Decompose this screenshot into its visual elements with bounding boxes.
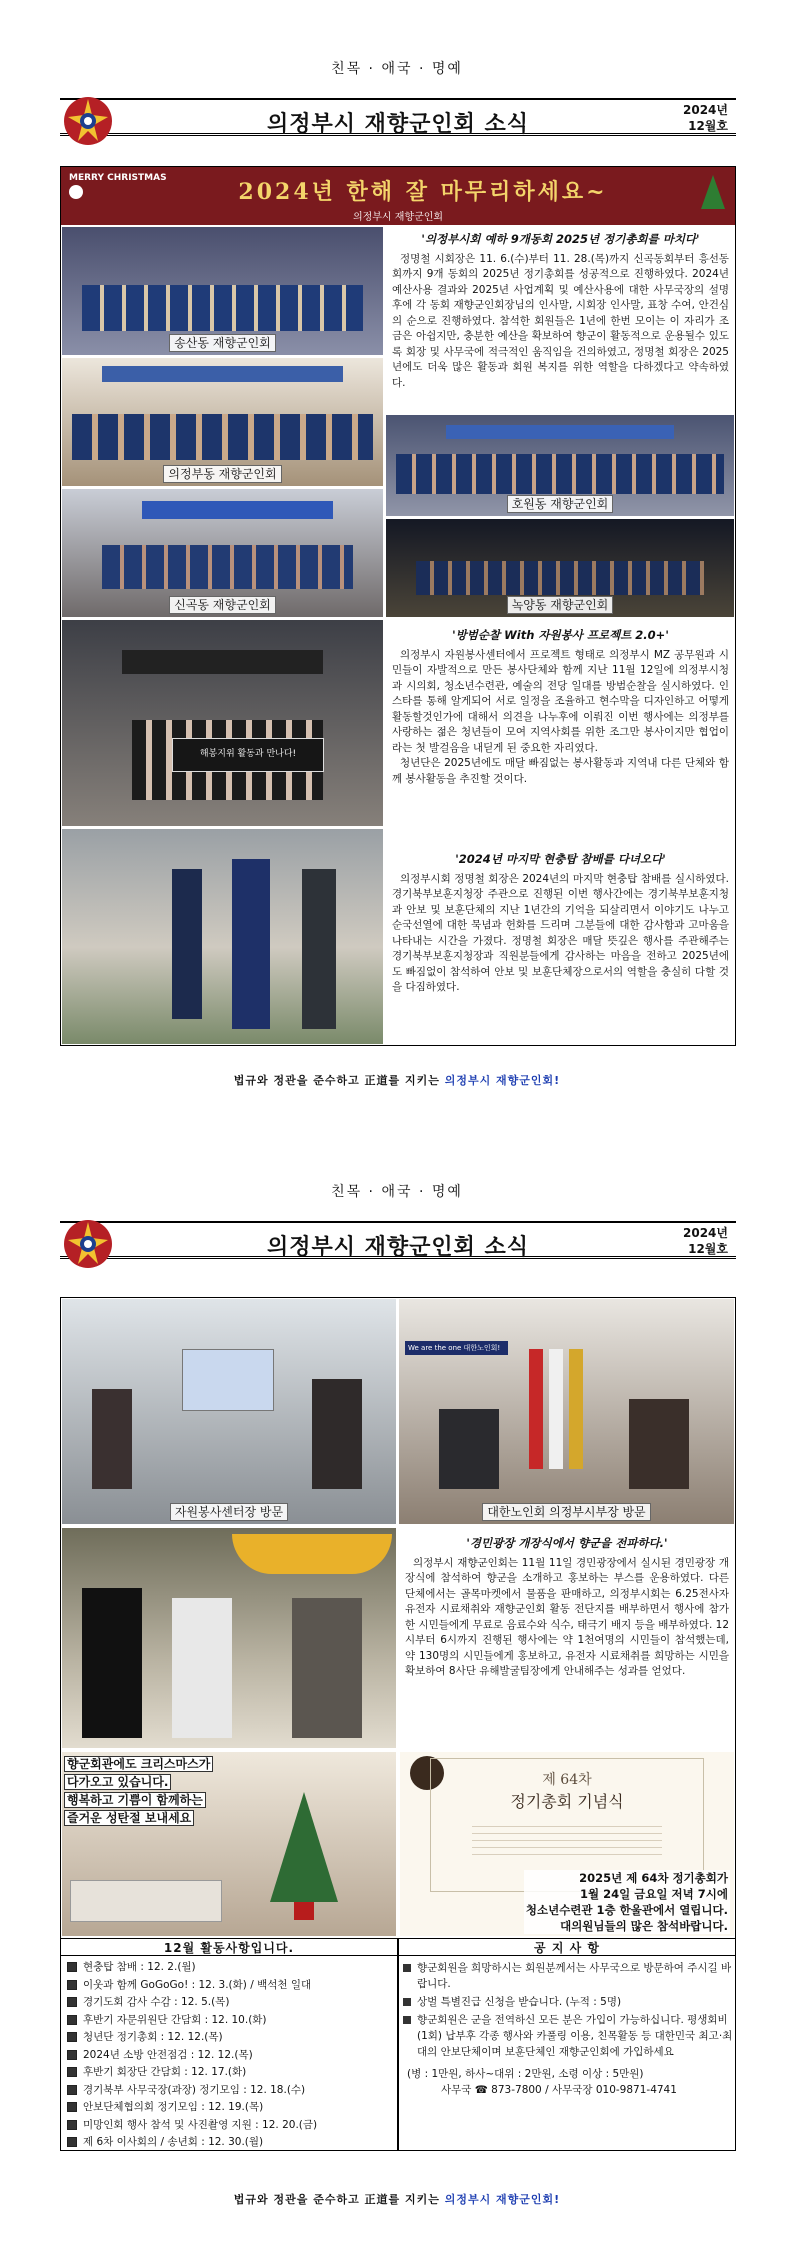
xmas-line: 향군회관에도 크리스마스가 — [64, 1756, 213, 1772]
article-patrol-body-2: 청년단은 2025년에도 매달 빠짐없는 봉사활동과 지역내 다른 단체와 함께 봉사활동을 추진할 것이다. — [392, 757, 729, 785]
schedule-item: 안보단체협의회 정기모임 : 12. 19.(목) — [67, 2099, 391, 2117]
footer-text-page2: 법규와 정관을 준수하고 正道를 지키는 — [233, 2193, 440, 2206]
photo-korea-assoc — [398, 1298, 735, 1525]
issue-month-page2: 12월호 — [688, 1242, 728, 1256]
caption-sinkok: 신곡동 재향군인회 — [169, 596, 276, 614]
photo-sinkok — [61, 488, 384, 618]
square-bullet-icon — [67, 2067, 77, 2077]
square-bullet-icon — [67, 2120, 77, 2130]
christmas-banner — [61, 167, 735, 225]
christmas-message — [64, 1755, 213, 1827]
square-bullet-icon — [67, 2015, 77, 2025]
schedule-list — [61, 1957, 397, 2151]
general-meeting-invitation — [399, 1751, 735, 1937]
square-bullet-icon — [403, 1964, 411, 1972]
invitation-line: 1월 24일 금요일 저녁 7시에 — [579, 1887, 728, 1901]
veterans-emblem-logo — [62, 95, 114, 147]
footer-text: 법규와 정관을 준수하고 正道를 지키는 — [233, 1074, 440, 1087]
schedule-item: 청년단 정기총회 : 12. 12.(목) — [67, 2029, 391, 2047]
article-patrol — [386, 622, 735, 827]
veterans-emblem-logo-page2 — [62, 1218, 114, 1270]
patrol-banner: 해봉지위 활동과 만나다! — [172, 738, 324, 772]
invitation-body — [524, 1870, 730, 1934]
article-general-meeting-body: 정명철 시회장은 11. 6.(수)부터 11. 28.(목)까지 신곡동회부터 흥선동회까지 9개 동회의 2025년 정기총회를 성공적으로 진행하였다. 2024년 예산사용 결과와 2025년 사업계획 및 예산사용에 대한 사무국장의 설명후에 각 동회 재향군인회장님의 인사말, 시회장 인사말, 표창 수여, 안건심의 순으로 진행하였다. 참석한 회원들은 1년에 한번 모이는 이 자리가 조금은 아쉽지만, 충분한 예산을 확보하여 향군이 활동적으로 운용될수 있도록 회장 및 사무국에 적극적인 움직임을 건의하였고, 정명철 회장은 2025년에도 더욱 많은 활동과 회원 복지를 위한 역할을 다하겠다고 약속하였다. — [392, 252, 729, 389]
schedule-item: 현충탑 참배 : 12. 2.(월) — [67, 1959, 391, 1977]
article-memorial-body: 의정부시회 정명철 회장은 2024년의 마지막 현충탑 참배를 실시하였다. 경기북부보훈지청장 주관으로 진행된 이번 행사간에는 경기북부보훈지청과 안보 및 보훈단체의 지난 1년간의 기억을 되살리면서 이야기도 나누고 순국선열에 대한 묵념과 헌화를 드리며 그분들에 대한 감사함과 고마움을 나타내는 시간을 가졌다. 정명철 회장은 매달 뜻깊은 행사를 주관해주는 경기북부보훈지청장과 직원분들에게 감사하는 마음을 전하고 2025년에도 빠짐없이 참석하여 안보 및 보훈단체장으로서의 역할을 충실히 다할 것을 다짐하였다. — [392, 872, 729, 993]
square-bullet-icon — [67, 1980, 77, 1990]
square-bullet-icon — [67, 2102, 77, 2112]
square-bullet-icon — [67, 2085, 77, 2095]
article-memorial — [386, 846, 735, 1044]
photo-plaza-booth — [61, 1527, 397, 1749]
article-plaza-body: 의정부시 재향군인회는 11월 11일 경민광장에서 실시된 경민광장 개장식에 참석하여 향군을 소개하고 홍보하는 부스를 운용하였다. 다른 단체에서는 골목마켓에서 물품을 판매하고, 의정부시회는 6.25전사자 유전자 시료채취와 재향군인회 활동 전단지를 배부하면서 행사에 참가한 시민들에게 무료로 음료수와 식수, 태극기 배지 등을 배부하였다. 12시부터 6시까지 진행된 행사에는 약 1천여명의 시민들이 참석했는데, 약 130명의 시민들에게 홍보하고, 유전자 시료채취를 희망하는 시민을 확보하여 8사단 유해발굴팀장에게 안내해주는 성과를 얻었다. — [405, 1556, 729, 1677]
issue-date — [683, 102, 728, 134]
issue-year-page2: 2024년 — [683, 1226, 728, 1240]
notice-title: 공 지 사 항 — [399, 1938, 735, 1956]
notice-fees: (병 : 1만원, 하사~대위 : 2만원, 소령 이상 : 5만원) — [407, 2068, 644, 2080]
photo-volunteer-center — [61, 1298, 397, 1525]
santa-icon — [69, 185, 83, 199]
notice-item: 향군회원은 군을 전역하신 모든 분은 가입이 가능하십니다. 평생회비(1회) 납부후 각종 행사와 카풀링 이용, 친목활동 등 대한민국 최고·최대의 안보단체이며 보훈단체인 재향군인회에 가입하세요 — [401, 2012, 733, 2060]
wall-sign: We are the one 대한노인회! — [405, 1341, 508, 1355]
square-bullet-icon — [67, 1962, 77, 1972]
notice-list — [401, 1960, 733, 2150]
article-patrol-body: 의정부시 자원봉사센터에서 프로젝트 형태로 의정부시 MZ 공무원과 시민들이 자발적으로 만든 봉사단체와 함께 지난 11월 12일에 의정부시청과 시의회, 청소년수련관, 예술의 전당 일대를 방범순찰을 실시하였다. 인스타를 통해 알게되어 서로 일정을 조율하고 현수막을 디자인하고 어떻게 활동할것인가에 대해서 의견을 나누후에 이뤄진 이번 행사에는 의정부를 사랑하는 젊은 청년들이 모여 지역사회를 위한 조그만 봉사이지만 협업이라는 첫 발걸음을 내딛게 된 중요한 자리였다. — [392, 648, 729, 754]
xmas-line: 즐거운 성탄절 보내세요 — [64, 1810, 194, 1826]
schedule-item: 제 6차 이사회의 / 송년회 : 12. 30.(월) — [67, 2134, 391, 2152]
caption-nogyang: 녹양동 재향군인회 — [507, 596, 614, 614]
issue-year: 2024년 — [683, 103, 728, 117]
article-general-meeting-title: '의정부시회 예하 9개동회 2025년 정기총회를 마치다' — [421, 232, 700, 246]
footer-org: 의정부시 재향군인회! — [444, 1074, 561, 1087]
photo-patrol — [61, 619, 384, 827]
notice-contact: 사무국 ☎ 873-7800 / 사무국장 010-9871-4741 — [441, 2084, 677, 2096]
caption-howon: 호원동 재향군인회 — [507, 495, 614, 513]
article-general-meeting — [386, 226, 735, 411]
newsletter-title-page2: 의정부시 재향군인회 소식 — [266, 1235, 530, 1260]
schedule-item: 경기도회 감사 수감 : 12. 5.(목) — [67, 1994, 391, 2012]
photo-howon — [385, 414, 735, 517]
square-bullet-icon — [67, 2137, 77, 2147]
caption-korea-assoc: 대한노인회 의정부시부장 방문 — [482, 1503, 650, 1521]
caption-volunteer-center: 자원봉사센터장 방문 — [170, 1503, 288, 1521]
christmas-tree — [270, 1792, 338, 1902]
notice-item: 향군회원을 희망하시는 회원분께서는 사무국으로 방문하여 주시길 바랍니다. — [401, 1960, 733, 1992]
footer-page2 — [0, 2191, 794, 2207]
newsletter-header — [60, 98, 736, 136]
photo-christmas-hall — [61, 1751, 397, 1937]
motto: 친목 · 애국 · 명예 — [331, 61, 463, 77]
xmas-line: 다가오고 있습니다. — [64, 1774, 171, 1790]
footer-org-page2: 의정부시 재향군인회! — [444, 2193, 561, 2206]
column-divider — [397, 1938, 399, 2151]
schedule-item: 후반기 회장단 간담회 : 12. 17.(화) — [67, 2064, 391, 2082]
photo-songsan — [61, 226, 384, 356]
caption-uijeongbu: 의정부동 재향군인회 — [163, 465, 281, 483]
banner-headline: 2024년 한해 잘 마무리하세요~ — [238, 179, 608, 205]
photo-memorial — [61, 828, 384, 1045]
invitation-line: 대의원님들의 많은 참석바랍니다. — [560, 1919, 728, 1933]
article-plaza-title: '경민광장 개장식에서 향군을 전파하다.' — [466, 1536, 668, 1550]
square-bullet-icon — [67, 1997, 77, 2007]
merry-christmas-label: MERRY CHRISTMAS — [69, 173, 167, 183]
newsletter-title: 의정부시 재향군인회 소식 — [266, 112, 530, 137]
square-bullet-icon — [67, 2032, 77, 2042]
footer-page1 — [0, 1072, 794, 1088]
schedule-title: 12월 활동사항입니다. — [61, 1938, 397, 1956]
schedule-item: 미망인회 행사 참석 및 사진촬영 지원 : 12. 20.(금) — [67, 2117, 391, 2135]
banner-subtitle: 의정부시 재향군인회 — [352, 212, 444, 223]
square-bullet-icon — [67, 2050, 77, 2060]
invitation-title: 정기총회 기념식 — [510, 1792, 624, 1811]
square-bullet-icon — [403, 1998, 411, 2006]
article-plaza — [399, 1530, 735, 1750]
invitation-number: 제 64차 — [542, 1772, 592, 1788]
invitation-line: 청소년수련관 1층 한울관에서 열립니다. — [525, 1903, 728, 1917]
photo-uijeongbu — [61, 357, 384, 487]
motto-page2: 친목 · 애국 · 명예 — [331, 1184, 463, 1200]
notice-item: 상벌 특별진급 신청을 받습니다. (누적 : 5명) — [401, 1994, 733, 2010]
issue-month: 12월호 — [688, 119, 728, 133]
christmas-tree-icon — [701, 175, 725, 209]
article-patrol-title: '방범순찰 With 자원봉사 프로젝트 2.0+' — [452, 628, 669, 642]
schedule-item: 경기북부 사무국장(과장) 정기모임 : 12. 18.(수) — [67, 2082, 391, 2100]
schedule-item: 2024년 소방 안전점검 : 12. 12.(목) — [67, 2047, 391, 2065]
caption-songsan: 송산동 재향군인회 — [169, 334, 276, 352]
issue-date-page2 — [683, 1225, 728, 1257]
newsletter-header-page2 — [60, 1221, 736, 1259]
xmas-line: 행복하고 기쁨이 함께하는 — [64, 1792, 206, 1808]
invitation-line: 2025년 제 64차 정기총회가 — [579, 1871, 728, 1885]
photo-nogyang — [385, 518, 735, 618]
schedule-item: 후반기 자문위원단 간담회 : 12. 10.(화) — [67, 2012, 391, 2030]
schedule-item: 이웃과 함께 GoGoGo! : 12. 3.(화) / 백석천 일대 — [67, 1977, 391, 1995]
article-memorial-title: '2024년 마지막 현충탑 참배를 다녀오다' — [455, 852, 666, 866]
square-bullet-icon — [403, 2016, 411, 2024]
